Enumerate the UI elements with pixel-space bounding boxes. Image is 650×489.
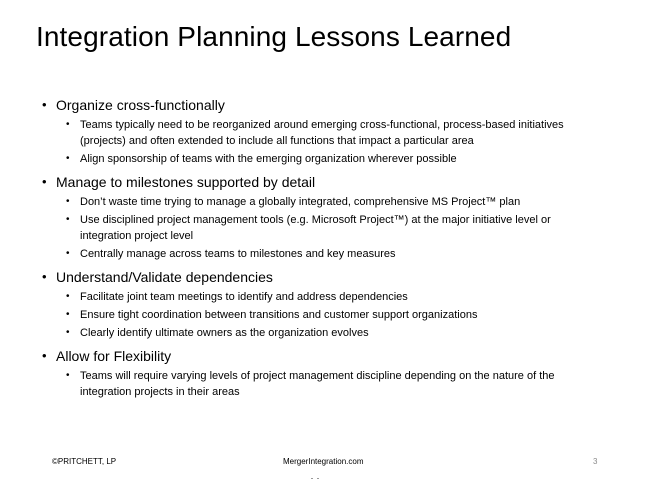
sub-bullet-icon: • [66,291,70,302]
sub-bullet-icon: • [66,119,70,130]
sub-bullet-icon: • [66,370,70,381]
sub-bullet-text: Align sponsorship of teams with the emerging organization wherever possible [80,153,457,165]
decorative-dots [311,478,321,480]
bullet-item [42,268,602,286]
sub-bullet-item [42,289,602,305]
sub-bullet-text: Ensure tight coordination between transitions and customer support organizations [80,309,478,321]
sub-bullet-icon: • [66,214,70,225]
sub-bullet-icon: • [66,153,70,164]
bullet-icon: • [42,174,47,189]
bullet-icon: • [42,269,47,284]
sub-bullet-text: Don’t waste time trying to manage a globally integrated, comprehensive MS Project™ plan [80,196,521,208]
dot [317,478,319,479]
sub-bullet-item [42,307,602,323]
sub-bullet-text: Use disciplined project management tools (e.g. Microsoft Project™) at the major initiative level or integration project level [80,214,551,242]
sub-bullet-text: Teams will require varying levels of project management discipline depending on the nature of the integration projects in their areas [80,370,555,398]
sub-bullet-icon: • [66,196,70,207]
bullet-text: Manage to milestones supported by detail [56,174,316,190]
bullet-item [42,347,602,365]
sub-bullet-text: Teams typically need to be reorganized around emerging cross-functional, process-based initiatives (projects) and often extended to include all functions that impact a particular area [80,119,564,147]
sub-bullet-item [42,194,602,210]
dot [311,478,313,479]
slide-title: Integration Planning Lessons Learned [36,21,512,52]
sub-bullet-item [42,117,602,149]
sub-bullet-text: Clearly identify ultimate owners as the organization evolves [80,327,369,339]
sub-bullet-item [42,212,602,244]
bullet-icon: • [42,348,47,363]
bullet-text: Organize cross-functionally [56,97,225,113]
sub-bullet-item [42,151,602,167]
bullet-icon: • [42,97,47,112]
bullet-text: Allow for Flexibility [56,348,172,364]
sub-bullet-text: Facilitate joint team meetings to identify and address dependencies [80,291,408,303]
sub-bullet-item [42,246,602,262]
footer-copyright: ©PRITCHETT, LP [52,457,117,466]
sub-bullet-icon: • [66,248,70,259]
sub-bullet-list [42,289,602,341]
page-number: 3 [593,457,598,466]
bullet-list [42,96,602,400]
sub-bullet-item [42,325,602,341]
bullet-item [42,173,602,191]
sub-bullet-list [42,368,602,400]
sub-bullet-list [42,117,602,167]
sub-bullet-list [42,194,602,262]
bullet-item [42,96,602,114]
sub-bullet-text: Centrally manage across teams to milestones and key measures [80,248,396,260]
sub-bullet-item [42,368,602,400]
bullet-text: Understand/Validate dependencies [56,269,273,285]
footer-website: MergerIntegration.com [283,457,364,466]
sub-bullet-icon: • [66,309,70,320]
sub-bullet-icon: • [66,327,70,338]
